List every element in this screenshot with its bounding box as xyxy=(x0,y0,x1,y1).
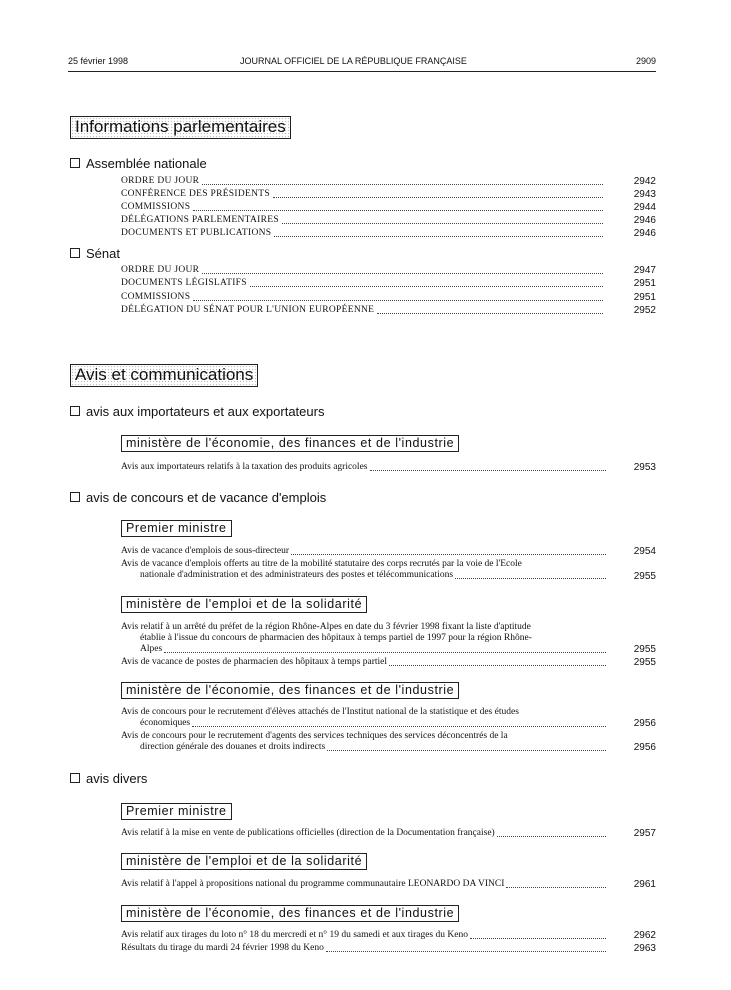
toc-entry-text: DÉLÉGATION DU SÉNAT POUR L'UNION EUROPÉENNE xyxy=(121,305,375,315)
header-date: 25 février 1998 xyxy=(68,56,129,66)
toc-entry[interactable] xyxy=(121,930,606,941)
ministry-heading: Premier ministre xyxy=(121,803,232,820)
leader-dots xyxy=(327,750,606,751)
toc-page: 2955 xyxy=(633,571,656,582)
checkbox-square-icon xyxy=(70,158,80,168)
toc-entry[interactable] xyxy=(140,570,606,581)
toc-entry[interactable] xyxy=(121,265,606,276)
leader-dots xyxy=(455,578,606,579)
toc-entry-line[interactable]: Avis de vacance d'emplois offerts au titre de la mobilité statutaire des corps recrutés par la voie de l'Ecole xyxy=(121,559,522,569)
banner-informations-parlementaires: Informations parlementaires xyxy=(70,116,291,139)
toc-page: 2951 xyxy=(633,292,656,303)
toc-page: 2956 xyxy=(633,742,656,753)
toc-entry-text: Résultats du tirage du mardi 24 février 1998 du Keno xyxy=(121,943,324,953)
toc-page: 2961 xyxy=(633,879,656,890)
toc-page: 2947 xyxy=(633,265,656,276)
toc-entry-text: direction générale des douanes et droits indirects xyxy=(140,742,326,752)
toc-entry-text: COMMISSIONS xyxy=(121,202,191,212)
ministry-heading: ministère de l'économie, des finances et de l'industrie xyxy=(121,682,459,699)
leader-dots xyxy=(202,184,603,185)
leader-dots xyxy=(370,470,607,471)
toc-entry[interactable] xyxy=(121,278,606,289)
toc-entry[interactable] xyxy=(121,828,606,839)
leader-dots xyxy=(193,300,603,301)
toc-entry[interactable] xyxy=(140,644,606,655)
toc-page: 2955 xyxy=(633,644,656,655)
toc-page: 2946 xyxy=(633,228,656,239)
checkbox-square-icon xyxy=(70,773,80,783)
ministry-heading: ministère de l'économie, des finances et de l'industrie xyxy=(121,435,459,452)
toc-page: 2951 xyxy=(633,278,656,289)
toc-entry[interactable] xyxy=(121,879,606,890)
checkbox-square-icon xyxy=(70,248,80,258)
toc-entry-text: COMMISSIONS xyxy=(121,292,191,302)
toc-entry[interactable] xyxy=(121,215,606,226)
ministry-heading: Premier ministre xyxy=(121,520,232,537)
toc-entry-line[interactable]: Avis de concours pour le recrutement d'élèves attachés de l'Institut national de la statistique et des études xyxy=(121,707,519,717)
leader-dots xyxy=(192,726,606,727)
leader-dots xyxy=(377,313,603,314)
header-page-number: 2909 xyxy=(635,56,656,66)
section-label: avis de concours et de vacance d'emplois xyxy=(86,490,327,505)
toc-page: 2955 xyxy=(633,657,656,668)
toc-entry-text: Avis aux importateurs relatifs à la taxation des produits agricoles xyxy=(121,462,368,472)
ministry-heading: ministère de l'emploi et de la solidarité xyxy=(121,853,367,870)
toc-page: 2952 xyxy=(633,305,656,316)
toc-page: 2963 xyxy=(633,943,656,954)
toc-entry[interactable] xyxy=(121,176,606,187)
leader-dots xyxy=(282,223,603,224)
toc-entry-text: DOCUMENTS ET PUBLICATIONS xyxy=(121,228,272,238)
leader-dots xyxy=(164,652,606,653)
header-journal-title: JOURNAL OFFICIEL DE LA RÉPUBLIQUE FRANÇAISE xyxy=(240,56,467,66)
banner-avis-et-communications: Avis et communications xyxy=(70,364,258,387)
leader-dots xyxy=(250,286,603,287)
toc-entry-text: Avis relatif à l'appel à propositions national du programme communautaire LEONARDO DA VINCI xyxy=(121,879,505,889)
toc-page: 2956 xyxy=(633,718,656,729)
toc-entry[interactable] xyxy=(121,189,606,200)
toc-entry-text: Alpes xyxy=(140,644,163,654)
leader-dots xyxy=(470,938,606,939)
toc-entry-line[interactable]: Avis de concours pour le recrutement d'agents des services techniques des services déconcentrés de la xyxy=(121,731,508,741)
toc-page: 2946 xyxy=(633,215,656,226)
ministry-heading: ministère de l'économie, des finances et de l'industrie xyxy=(121,905,459,922)
toc-entry[interactable] xyxy=(121,462,606,473)
toc-page: 2954 xyxy=(633,546,656,557)
leader-dots xyxy=(497,836,606,837)
leader-dots xyxy=(389,665,606,666)
toc-entry[interactable] xyxy=(140,742,606,753)
header-rule xyxy=(68,71,656,72)
leader-dots xyxy=(202,273,603,274)
section-avis-importateurs xyxy=(70,404,324,419)
section-senat xyxy=(70,246,120,261)
section-label: Sénat xyxy=(86,246,120,261)
toc-entry[interactable] xyxy=(121,292,606,303)
toc-entry-text: économiques xyxy=(140,718,191,728)
section-label: Assemblée nationale xyxy=(86,156,207,171)
toc-page: 2962 xyxy=(633,930,656,941)
toc-page: 2944 xyxy=(633,202,656,213)
toc-entry-text: ORDRE DU JOUR xyxy=(121,265,200,275)
toc-entry[interactable] xyxy=(121,657,606,668)
toc-entry-line[interactable]: établie à l'issue du concours de pharmacien des hôpitaux à temps partiel de 1997 pour la région Rhône- xyxy=(140,633,532,643)
section-avis-concours xyxy=(70,490,326,505)
toc-entry-text: Avis de vacance de postes de pharmacien des hôpitaux à temps partiel xyxy=(121,657,387,667)
toc-entry[interactable] xyxy=(121,546,606,557)
checkbox-square-icon xyxy=(70,406,80,416)
toc-entry-text: DÉLÉGATIONS PARLEMENTAIRES xyxy=(121,215,279,225)
leader-dots xyxy=(193,210,603,211)
leader-dots xyxy=(326,951,606,952)
toc-page: 2942 xyxy=(633,176,656,187)
toc-entry[interactable] xyxy=(140,718,606,729)
toc-entry-text: DOCUMENTS LÉGISLATIFS xyxy=(121,278,247,288)
toc-entry[interactable] xyxy=(121,305,606,316)
section-assemblee-nationale xyxy=(70,156,207,171)
toc-entry[interactable] xyxy=(121,943,606,954)
toc-entry-line[interactable]: Avis relatif à un arrêté du préfet de la région Rhône-Alpes en date du 3 février 1998 fixant la liste d'aptitude xyxy=(121,622,531,632)
toc-entry-text: ORDRE DU JOUR xyxy=(121,176,200,186)
section-label: avis divers xyxy=(86,771,148,786)
ministry-heading: ministère de l'emploi et de la solidarité xyxy=(121,596,367,613)
checkbox-square-icon xyxy=(70,492,80,502)
leader-dots xyxy=(274,236,603,237)
leader-dots xyxy=(291,554,606,555)
section-label: avis aux importateurs et aux exportateurs xyxy=(86,404,325,419)
leader-dots xyxy=(506,887,606,888)
toc-page: 2953 xyxy=(633,462,656,473)
toc-entry-text: nationale d'administration et des administrateurs des postes et télécommunications xyxy=(140,570,454,580)
toc-page: 2943 xyxy=(633,189,656,200)
toc-entry-text: CONFÉRENCE DES PRÉSIDENTS xyxy=(121,189,270,199)
toc-entry-text: Avis relatif aux tirages du loto n° 18 du mercredi et n° 19 du samedi et aux tirages du Keno xyxy=(121,930,468,940)
toc-entry-text: Avis relatif à la mise en vente de publications officielles (direction de la Documentation française) xyxy=(121,828,495,838)
toc-entry-text: Avis de vacance d'emplois de sous-directeur xyxy=(121,546,289,556)
section-avis-divers xyxy=(70,771,147,786)
toc-page: 2957 xyxy=(633,828,656,839)
toc-entry[interactable] xyxy=(121,228,606,239)
leader-dots xyxy=(273,197,603,198)
toc-entry[interactable] xyxy=(121,202,606,213)
